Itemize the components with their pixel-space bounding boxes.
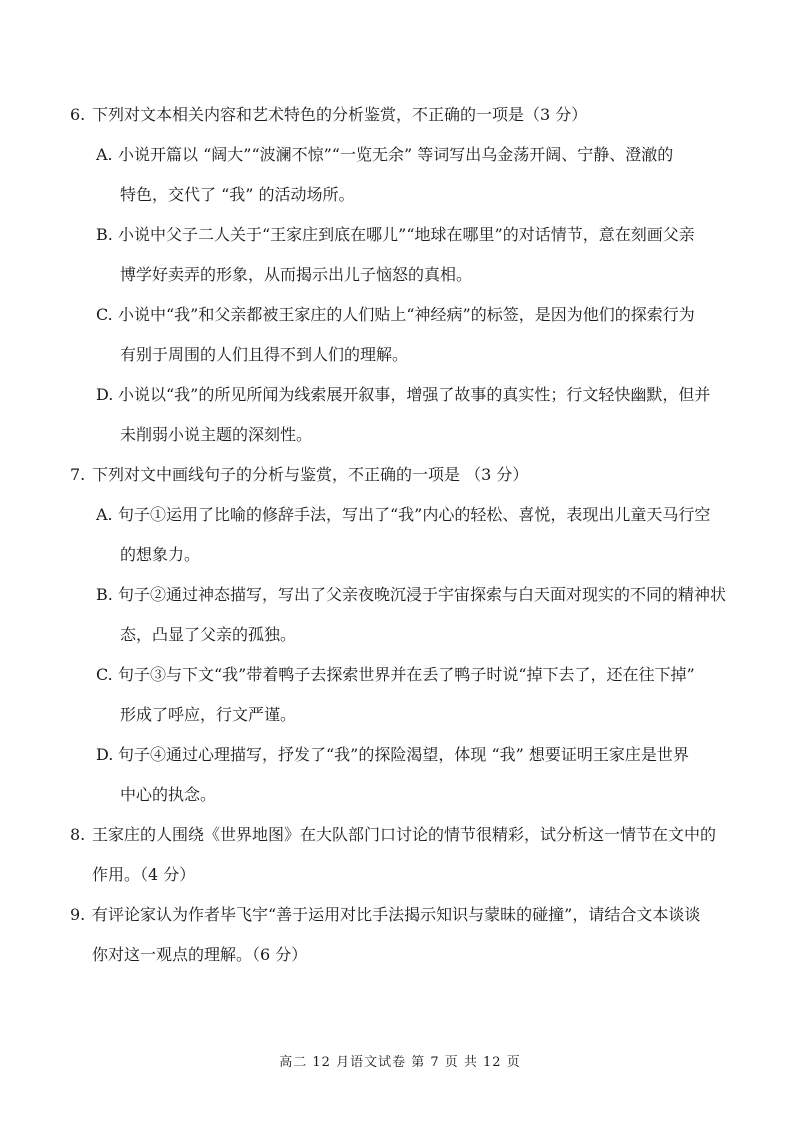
option-label: C.	[96, 665, 113, 684]
option-text: 小说开篇以 “阔大”“波澜不惊”“一览无余” 等词写出乌金荡开阔、宁静、澄澈的	[118, 145, 674, 164]
question-text-continued: 作用。（4 分）	[92, 865, 196, 884]
option-text-continued: 态，凸显了父亲的孤独。	[120, 625, 297, 644]
option-text-continued: 形成了呼应，行文严谨。	[120, 705, 297, 724]
option-text: 小说中父子二人关于“王家庄到底在哪儿”“地球在哪里”的对话情节，意在刻画父亲	[118, 225, 695, 244]
question-text: 王家庄的人围绕《世界地图》在大队部门口讨论的情节很精彩，试分析这一情节在文中的	[92, 825, 717, 844]
question-9-stem	[70, 904, 700, 926]
question-number: 6.	[70, 105, 86, 124]
option-label: D.	[96, 745, 114, 764]
option-text: 句子①运用了比喻的修辞手法，写出了“我”内心的轻松、喜悦，表现出儿童天马行空	[118, 505, 711, 524]
question-text: 下列对文本相关内容和艺术特色的分析鉴赏，不正确的一项是（3 分）	[92, 105, 588, 124]
question-6-option-a	[96, 144, 673, 166]
option-text-continued: 博学好卖弄的形象，从而揭示出儿子恼怒的真相。	[120, 265, 473, 284]
option-text: 句子④通过心理描写，抒发了“我”的探险渴望，体现 “我” 想要证明王家庄是世界	[118, 745, 689, 764]
question-number: 8.	[70, 825, 86, 844]
option-text-continued: 中心的执念。	[120, 785, 217, 804]
option-text: 句子②通过神态描写，写出了父亲夜晚沉浸于宇宙探索与白天面对现实的不同的精神状	[118, 585, 727, 604]
question-7-option-a	[96, 504, 710, 526]
option-text: 小说以“我”的所见所闻为线索展开叙事，增强了故事的真实性；行文轻快幽默，但并	[118, 385, 711, 404]
question-7-option-d	[96, 744, 689, 766]
option-text-continued: 未削弱小说主题的深刻性。	[120, 425, 313, 444]
option-text: 句子③与下文“我”带着鸭子去探索世界并在丢了鸭子时说“掉下去了，还在往下掉”	[118, 665, 695, 684]
option-label: B.	[96, 585, 113, 604]
question-7-option-c	[96, 664, 695, 686]
option-label: C.	[96, 305, 113, 324]
question-6-option-b	[96, 224, 695, 246]
option-text-continued: 特色，交代了 “我” 的活动场所。	[120, 185, 355, 204]
question-number: 9.	[70, 905, 86, 924]
option-text-continued: 的想象力。	[120, 545, 201, 564]
question-7-option-b	[96, 584, 726, 606]
option-text: 小说中“我”和父亲都被王家庄的人们贴上“神经病”的标签，是因为他们的探索行为	[118, 305, 695, 324]
question-7-stem	[70, 464, 528, 486]
option-text-continued: 有别于周围的人们且得不到人们的理解。	[120, 345, 409, 364]
question-6-stem	[70, 104, 587, 126]
question-number: 7.	[70, 465, 86, 484]
question-text: 下列对文中画线句子的分析与鉴赏，不正确的一项是 （3 分）	[92, 465, 529, 484]
option-label: A.	[96, 145, 113, 164]
option-label: A.	[96, 505, 113, 524]
question-text-continued: 你对这一观点的理解。（6 分）	[92, 945, 308, 964]
question-text: 有评论家认为作者毕飞宇“善于运用对比手法揭示知识与蒙昧的碰撞”，请结合文本谈谈	[92, 905, 701, 924]
question-8-stem	[70, 824, 716, 846]
option-label: D.	[96, 385, 114, 404]
page-footer: 高二 12 月语文试卷 第 7 页 共 12 页	[279, 1055, 521, 1070]
option-label: B.	[96, 225, 113, 244]
question-6-option-c	[96, 304, 695, 326]
question-6-option-d	[96, 384, 710, 406]
